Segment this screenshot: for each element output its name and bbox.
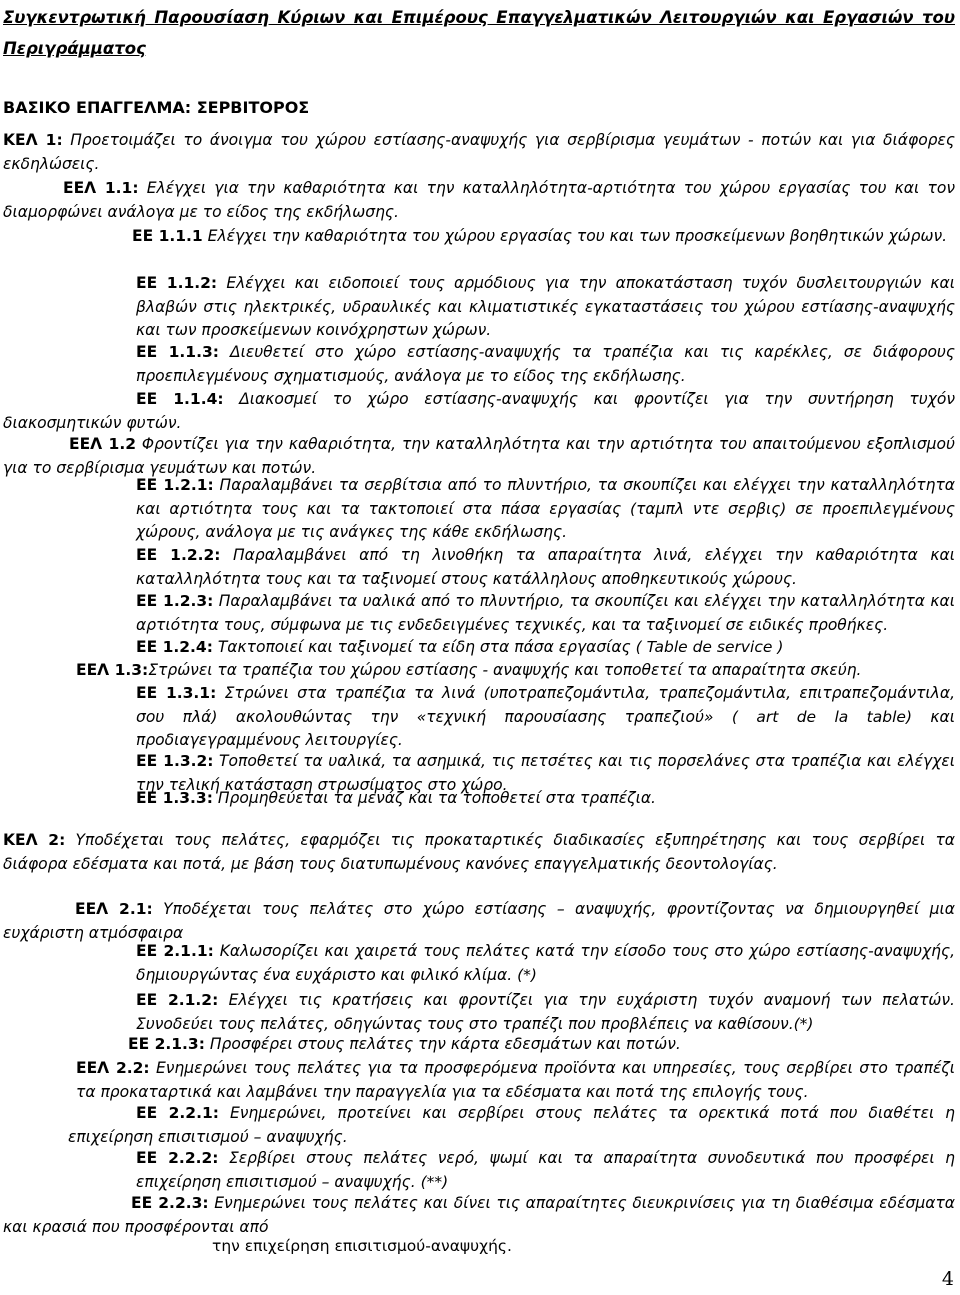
item-code: ΕΕ 2.2.1: [136,1104,219,1122]
occupation-heading: ΒΑΣΙΚΟ ΕΠΑΓΓΕΛΜΑ: ΣΕΡΒΙΤΟΡΟΣ [3,98,310,117]
list-item [60,225,955,249]
item-text: Διευθετεί στο χώρο εστίασης-αναψυχής τα τραπέζια και τις καρέκλες, σε διάφορους προεπιλεγμένους σχηματισμούς, ανάλογα με το είδος της εκδήλωσης. [136,343,955,385]
list-item [136,940,955,987]
item-code: ΕΕ 1.1.3: [136,343,219,361]
item-code: ΕΕ 1.2.3: [136,592,214,610]
item-code: ΕΕ 1.3.1: [136,684,217,702]
item-code: ΕΕ 2.1.1: [136,942,214,960]
list-item [76,659,955,683]
list-item [68,1102,955,1149]
item-text: Ελέγχει την καθαριότητα του χώρου εργασίας του και των προσκείμενων βοηθητικών χώρων. [207,227,948,245]
item-text: Προσφέρει στους πελάτες την κάρτα εδεσμάτων και ποτών. [209,1035,681,1053]
item-code: ΕΕΛ 2.2: [76,1059,150,1077]
item-text: Προετοιμάζει το άνοιγμα του χώρου εστίασης-αναψυχής για σερβίρισμα γευμάτων - ποτών και για διάφορες εκδηλώσεις. [3,131,955,173]
item-code: ΕΕ 1.2.4: [136,638,213,656]
list-item [128,1033,955,1057]
list-item [136,272,955,343]
list-item [136,682,955,753]
item-code: ΕΕ 1.1.4: [136,390,224,408]
list-item [212,1235,955,1259]
item-code: ΕΕ 1.3.2: [136,752,214,770]
list-item [136,636,955,660]
item-text: Ενημερώνει, προτείνει και σερβίρει στους πελάτες τα ορεκτικά ποτά που διαθέτει η επιχείρηση επισιτισμού – αναψυχής. [68,1104,955,1146]
item-text: Καλωσορίζει και χαιρετά τους πελάτες κατά την είσοδο τους στο χώρο εστίασης-αναψυχής, δημιουργώντας ένα ευχάριστο και φιλικό κλίμα. (*) [136,942,955,984]
list-item [3,898,955,945]
page-number: 4 [941,1268,954,1290]
item-text: Υποδέχεται τους πελάτες στο χώρο εστίασης – αναψυχής, φροντίζοντας να δημιουργηθεί μια ευχάριστη ατμόσφαιρα [3,900,955,942]
item-text: Προμηθεύεται τα μενάζ και τα τοποθετεί στα τραπέζια. [217,789,656,807]
item-code: ΕΕ 1.2.2: [136,546,221,564]
item-code: ΕΕΛ 1.3: [76,661,149,679]
item-text: Διακοσμεί το χώρο εστίασης-αναψυχής και φροντίζει για την συντήρηση τυχόν διακοσμητικών φυτών. [3,390,955,432]
item-text: Παραλαμβάνει τα σερβίτσια από το πλυντήριο, τα σκουπίζει και ελέγχει την καταλληλότητα και αρτιότητα τους και τα τακτοποιεί στα πάσα εργασίας (ταμπλ ντε σερβις) σε προεπιλεγμένους χώρους, ανάλογα με τις ανάγκες της κάθε εκδήλωσης. [136,476,955,541]
item-text: Τοποθετεί τα υαλικά, τα ασημικά, τις πετσέτες και τις πορσελάνες στα τραπέζια και ελέγχει την τελική κατάσταση στρωσίματος στο χώρο. [136,752,955,794]
item-code: ΕΕΛ 1.2 [69,435,136,453]
list-item [3,177,955,224]
item-code: ΕΕ 1.1.2: [136,274,218,292]
item-code: ΕΕ 2.2.2: [136,1149,219,1167]
item-text: Τακτοποιεί και ταξινομεί τα είδη στα πάσα εργασίας ( Table de service ) [217,638,784,656]
item-text: Παραλαμβάνει από τη λινοθήκη τα απαραίτητα λινά, ελέγχει την καθαριότητα και καταλληλότητα τους και τα ταξινομεί στους κατάλληλους αποθηκευτικούς χώρους. [136,546,955,588]
item-text: Ενημερώνει τους πελάτες για τα προσφερόμενα προϊόντα και υπηρεσίες, τους σερβίρει στο τραπέζι τα προκαταρτικά και λαμβάνει την παραγγελία για τα εδέσματα και ποτά της επιλογής τους. [76,1059,955,1101]
item-text: Παραλαμβάνει τα υαλικά από το πλυντήριο, τα σκουπίζει και ελέγχει την καταλληλότητα και αρτιότητα τους, σύμφωνα με τις ενδεδειγμένες τεχνικές, και τα ταξινομεί σε ειδικές προθήκες. [136,592,955,634]
list-item [136,590,955,637]
list-item [136,1147,955,1194]
item-text: Στρώνει στα τραπέζια τα λινά (υποτραπεζομάντιλα, τραπεζομάντιλα, επιτραπεζομάντιλα, σου πλά) ακολουθώντας την «τεχνική παρουσίασης τραπεζιού» ( art de la table) και προδιαγεγραμμένους λειτουργίες. [136,684,955,749]
item-code: ΕΕΛ 2.1: [75,900,153,918]
list-item [136,989,955,1036]
list-item [136,544,955,591]
item-code: ΕΕ 1.2.1: [136,476,214,494]
list-item [3,829,955,876]
list-item [3,433,955,480]
item-code: ΕΕ 1.3.3: [136,789,213,807]
item-code: ΕΕΛ 1.1: [63,179,139,197]
list-item [3,1192,955,1239]
item-code: ΕΕ 1.1.1 [132,227,203,245]
item-code: ΚΕΛ 2: [3,831,66,849]
item-text: Ελέγχει τις κρατήσεις και φροντίζει για την ευχάριστη τυχόν αναμονή των πελατών. Συνοδεύει τους πελάτες, οδηγώντας τους στο τραπέζι που προβλέπεις να καθίσουν.(*) [136,991,955,1033]
item-text: Ελέγχει και ειδοποιεί τους αρμόδιους για την αποκατάσταση τυχόν δυσλειτουργιών και βλαβών στις ηλεκτρικές, υδραυλικές και κλιματιστικές εγκαταστάσεις του χώρου εστίασης-αναψυχής και των προσκείμενων κοινόχρηστων χώρων. [136,274,956,339]
list-item [76,1057,955,1104]
item-code: ΕΕ 2.1.3: [128,1035,205,1053]
page-title: Συγκεντρωτική Παρουσίαση Κύριων και Επιμέρους Επαγγελματικών Λειτουργιών και Εργασιών του Περιγράμματος [3,8,955,58]
item-text: Ελέγχει για την καθαριότητα και την καταλληλότητα-αρτιότητα του χώρου εργασίας του και τον διαμορφώνει ανάλογα με το είδος της εκδήλωσης. [3,179,955,221]
item-text: την επιχείρηση επισιτισμού-αναψυχής. [212,1237,512,1255]
item-text: Ενημερώνει τους πελάτες και δίνει τις απαραίτητες διευκρινίσεις για τη διαθέσιμα εδέσματα και κρασιά που προσφέρονται από [3,1194,955,1236]
item-text: Στρώνει τα τραπέζια του χώρου εστίασης - αναψυχής και τοποθετεί τα απαραίτητα σκεύη. [148,661,862,679]
item-code: ΕΕ 2.2.3: [131,1194,209,1212]
item-text: Σερβίρει στους πελάτες νερό, ψωμί και τα απαραίτητα συνοδευτικά που προσφέρει η επιχείρηση επισιτισμού – αναψυχής. (**) [136,1149,955,1191]
item-text: Φροντίζει για την καθαριότητα, την καταλληλότητα και την αρτιότητα του απαιτούμενου εξοπλισμού για το σερβίρισμα γευμάτων και ποτών. [3,435,955,477]
item-code: ΚΕΛ 1: [3,131,63,149]
list-item [136,787,955,811]
list-item [3,388,955,435]
item-code: ΕΕ 2.1.2: [136,991,219,1009]
item-text: Υποδέχεται τους πελάτες, εφαρμόζει τις προκαταρτικές διαδικασίες εξυπηρέτησης και τους σερβίρει τα διάφορα εδέσματα και ποτά, με βάση τους διατυπωμένους κανόνες επαγγελματικής δεοντολογίας. [3,831,955,873]
list-item [136,474,955,545]
list-item [3,129,955,176]
list-item [136,341,955,388]
